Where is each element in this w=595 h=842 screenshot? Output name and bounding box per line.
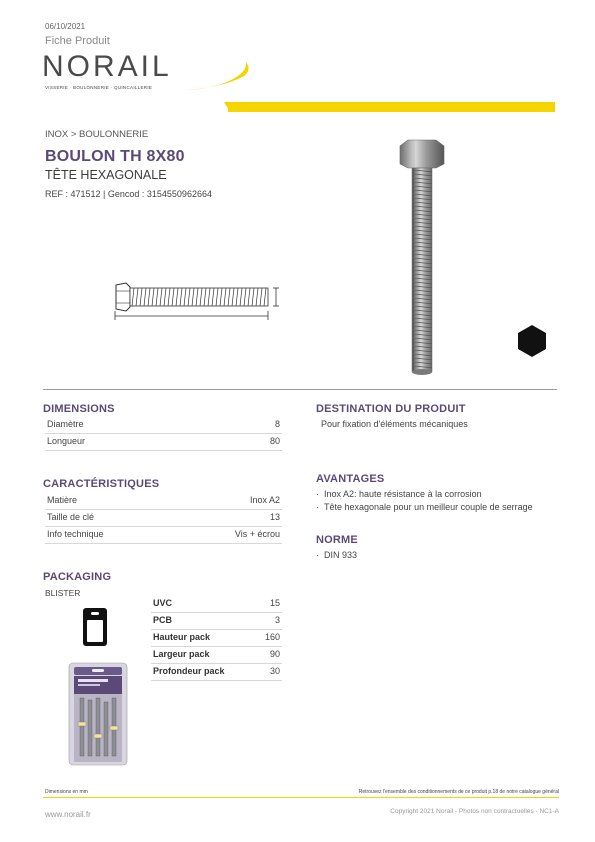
avantage-item [316, 502, 533, 512]
avantage-text: Inox A2: haute résistance à la corrosion [324, 489, 482, 499]
row-value: 13 [269, 512, 280, 522]
packaging-row-pcb [151, 613, 282, 630]
product-reference: REF : 471512 | Gencod : 3154550962664 [45, 189, 212, 199]
dimension-row-length [45, 434, 282, 451]
row-value: 90 [269, 649, 280, 659]
blister-pack-photo [68, 662, 128, 766]
row-value: 15 [269, 598, 280, 608]
avantages-heading: AVANTAGES [316, 473, 385, 485]
product-title: BOULON TH 8X80 [45, 148, 185, 165]
row-value: Inox A2 [249, 495, 280, 505]
row-value: 80 [269, 436, 280, 446]
row-label: PCB [153, 615, 173, 625]
bullet-dot-icon: · [316, 489, 324, 499]
bullet-dot-icon: · [316, 502, 324, 512]
row-value: Vis + écrou [234, 529, 280, 539]
packaging-row-uvc [151, 596, 282, 613]
dimensions-heading: DIMENSIONS [43, 403, 115, 415]
row-label: Largeur pack [153, 649, 210, 659]
row-value: 8 [274, 419, 280, 429]
catalog-note: Retrouvez l'ensemble des conditionnements de ce produit p.18 de notre catalogue général [358, 789, 559, 795]
destination-heading: DESTINATION DU PRODUIT [316, 403, 466, 415]
bullet-dot-icon: · [316, 550, 324, 560]
row-label: Matière [47, 495, 78, 505]
row-label: Info technique [47, 529, 104, 539]
packaging-row-profondeur [151, 664, 282, 681]
row-label: Longueur [47, 436, 86, 446]
row-label: Diamètre [47, 419, 84, 429]
row-label: Hauteur pack [153, 632, 211, 642]
document-date: 06/10/2021 [45, 22, 86, 31]
packaging-row-largeur [151, 647, 282, 664]
row-label: UVC [153, 598, 173, 608]
avantage-item [316, 489, 482, 499]
row-label: Taille de clé [47, 512, 95, 522]
brand-logo [42, 50, 247, 95]
row-value: 3 [274, 615, 280, 625]
blister-icon [82, 607, 108, 647]
norme-item [316, 550, 357, 560]
dimension-row-diameter [45, 417, 282, 434]
bolt-photo [394, 138, 450, 378]
norme-text: DIN 933 [324, 550, 358, 560]
product-subtitle: TÊTE HEXAGONALE [45, 168, 167, 182]
website-link[interactable]: www.norail.fr [45, 810, 91, 819]
units-note: Dimensions en mm [45, 789, 88, 795]
norme-heading: NORME [316, 534, 358, 546]
row-label: Profondeur pack [153, 666, 225, 676]
avantage-text: Tête hexagonale pour un meilleur couple de serrage [324, 502, 533, 512]
row-value: 160 [264, 632, 280, 642]
copyright-text: Copyright 2021 Norail - Photos non contractuelles - NC1-A [390, 808, 559, 815]
caracteristique-row-info-technique [45, 527, 282, 544]
packaging-heading: PACKAGING [43, 571, 112, 583]
packaging-type: BLISTER [45, 588, 81, 598]
hexagon-head-icon [516, 324, 548, 358]
section-divider [43, 389, 557, 390]
breadcrumb: INOX > BOULONNERIE [45, 129, 149, 140]
packaging-row-hauteur [151, 630, 282, 647]
footer-divider [43, 797, 559, 798]
caracteristique-row-taille-cle [45, 510, 282, 527]
document-type: Fiche Produit [45, 35, 110, 47]
bolt-technical-drawing [108, 278, 280, 322]
destination-text: Pour fixation d'éléments mécaniques [321, 419, 468, 429]
row-value: 30 [269, 666, 280, 676]
header-accent-bar [228, 102, 555, 112]
caracteristique-row-matiere [45, 493, 282, 510]
brand-wordmark: NORAIL [42, 50, 172, 83]
brand-tagline: VISSERIE · BOULONNERIE · QUINCAILLERIE [45, 85, 153, 90]
caracteristiques-heading: CARACTÉRISTIQUES [43, 478, 160, 490]
logo-swoosh-icon [182, 58, 252, 94]
